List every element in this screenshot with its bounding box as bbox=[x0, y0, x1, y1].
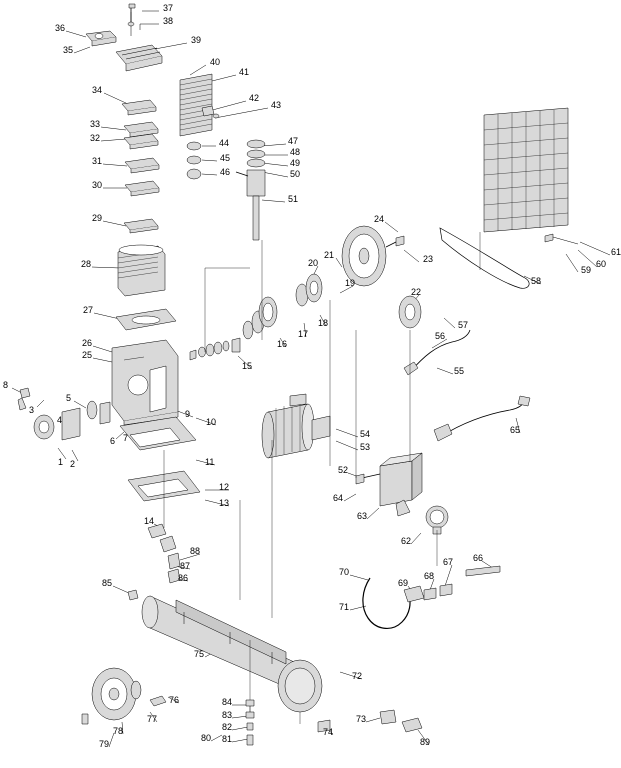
callout-56: 56 bbox=[435, 331, 446, 341]
callout-12: 12 bbox=[219, 482, 230, 492]
callout-2: 2 bbox=[70, 459, 76, 469]
callout-23: 23 bbox=[423, 254, 434, 264]
callout-3: 3 bbox=[29, 405, 35, 415]
callout-29: 29 bbox=[92, 213, 103, 223]
callout-57: 57 bbox=[458, 320, 469, 330]
callout-16: 16 bbox=[277, 339, 288, 349]
callout-64: 64 bbox=[333, 493, 344, 503]
callout-46: 46 bbox=[220, 167, 231, 177]
callout-34: 34 bbox=[92, 85, 103, 95]
callout-32: 32 bbox=[90, 133, 101, 143]
callout-80: 80 bbox=[201, 733, 212, 743]
callout-33: 33 bbox=[90, 119, 101, 129]
callout-4: 4 bbox=[57, 415, 63, 425]
callout-31: 31 bbox=[92, 156, 103, 166]
callout-66: 66 bbox=[473, 553, 484, 563]
callout-70: 70 bbox=[339, 567, 350, 577]
callout-9: 9 bbox=[185, 409, 191, 419]
callout-85: 85 bbox=[102, 578, 113, 588]
callout-52: 52 bbox=[338, 465, 349, 475]
callout-11: 11 bbox=[205, 457, 215, 467]
callout-45: 45 bbox=[220, 153, 231, 163]
callout-44: 44 bbox=[219, 138, 230, 148]
callout-37: 37 bbox=[163, 3, 174, 13]
callout-28: 28 bbox=[81, 259, 92, 269]
callout-73: 73 bbox=[356, 714, 367, 724]
callout-15: 15 bbox=[242, 361, 253, 371]
callout-62: 62 bbox=[401, 536, 412, 546]
callout-47: 47 bbox=[288, 136, 299, 146]
callout-19: 19 bbox=[345, 278, 356, 288]
callout-39: 39 bbox=[191, 35, 202, 45]
callout-83: 83 bbox=[222, 710, 233, 720]
callout-61: 61 bbox=[611, 247, 621, 257]
callout-10: 10 bbox=[206, 417, 217, 427]
callout-36: 36 bbox=[55, 23, 66, 33]
callout-25: 25 bbox=[82, 350, 93, 360]
callout-41: 41 bbox=[239, 67, 250, 77]
callout-43: 43 bbox=[271, 100, 282, 110]
callout-17: 17 bbox=[298, 329, 309, 339]
callout-26: 26 bbox=[82, 338, 93, 348]
callout-13: 13 bbox=[219, 498, 230, 508]
callout-22: 22 bbox=[411, 287, 422, 297]
callout-76: 76 bbox=[169, 695, 180, 705]
callout-50: 50 bbox=[290, 169, 301, 179]
callout-74: 74 bbox=[323, 727, 334, 737]
callout-38: 38 bbox=[163, 16, 174, 26]
callout-58: 58 bbox=[531, 276, 542, 286]
callout-77: 77 bbox=[147, 714, 158, 724]
callout-87: 87 bbox=[180, 561, 191, 571]
callout-49: 49 bbox=[290, 158, 301, 168]
callout-68: 68 bbox=[424, 571, 435, 581]
callout-54: 54 bbox=[360, 429, 371, 439]
callout-72: 72 bbox=[352, 671, 363, 681]
callout-30: 30 bbox=[92, 180, 103, 190]
callout-40: 40 bbox=[210, 57, 221, 67]
callout-48: 48 bbox=[290, 147, 301, 157]
callout-20: 20 bbox=[308, 258, 319, 268]
callout-14: 14 bbox=[144, 516, 155, 526]
callout-6: 6 bbox=[110, 436, 116, 446]
callout-35: 35 bbox=[63, 45, 74, 55]
callout-5: 5 bbox=[66, 393, 72, 403]
callout-8: 8 bbox=[3, 380, 9, 390]
callout-79: 79 bbox=[99, 739, 110, 749]
callout-69: 69 bbox=[398, 578, 409, 588]
callout-51: 51 bbox=[288, 194, 299, 204]
callout-18: 18 bbox=[318, 318, 329, 328]
callout-88: 88 bbox=[190, 546, 201, 556]
callout-55: 55 bbox=[454, 366, 465, 376]
callout-84: 84 bbox=[222, 697, 233, 707]
callout-60: 60 bbox=[596, 259, 607, 269]
callout-42: 42 bbox=[249, 93, 260, 103]
callout-63: 63 bbox=[357, 511, 368, 521]
callout-81: 81 bbox=[222, 734, 233, 744]
callout-67: 67 bbox=[443, 557, 454, 567]
callout-71: 71 bbox=[339, 602, 350, 612]
callout-78: 78 bbox=[113, 726, 124, 736]
callout-24: 24 bbox=[374, 214, 385, 224]
callout-89: 89 bbox=[420, 737, 431, 747]
callout-53: 53 bbox=[360, 442, 371, 452]
callout-1: 1 bbox=[58, 457, 64, 467]
callout-75: 75 bbox=[194, 649, 205, 659]
callout-21: 21 bbox=[324, 250, 335, 260]
callout-59: 59 bbox=[581, 265, 592, 275]
callout-27: 27 bbox=[83, 305, 94, 315]
callout-7: 7 bbox=[123, 433, 129, 443]
callout-82: 82 bbox=[222, 722, 233, 732]
callout-86: 86 bbox=[178, 573, 189, 583]
callout-65: 65 bbox=[510, 425, 521, 435]
